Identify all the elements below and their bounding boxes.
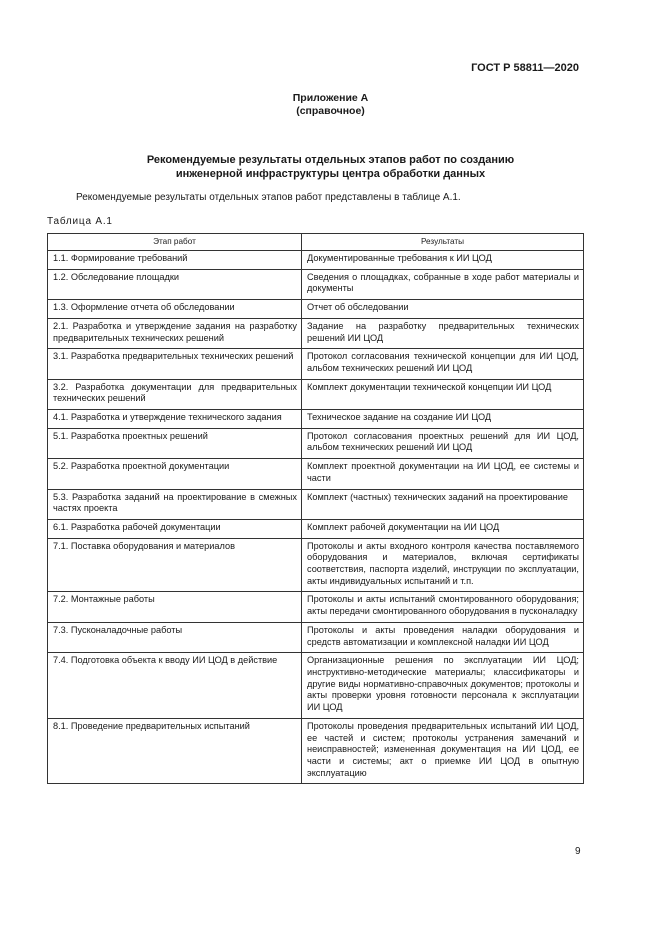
results-table xyxy=(47,233,584,784)
column-header-results: Результаты xyxy=(302,234,584,251)
stage-cell: 7.3. Пусконаладочные работы xyxy=(48,622,302,652)
stage-cell: 7.2. Монтажные работы xyxy=(48,592,302,622)
result-cell: Отчет об обследовании xyxy=(302,300,584,319)
stage-cell: 1.3. Оформление отчета об обследовании xyxy=(48,300,302,319)
result-cell: Протоколы и акты испытаний смонтированного оборудования; акты передачи смонтированного оборудования в пусконаладку xyxy=(302,592,584,622)
appendix-heading xyxy=(0,92,661,118)
stage-cell: 5.2. Разработка проектной документации xyxy=(48,459,302,489)
stage-cell: 4.1. Разработка и утверждение технического задания xyxy=(48,410,302,429)
section-title xyxy=(0,153,661,181)
table-row xyxy=(48,459,584,489)
table-row xyxy=(48,318,584,348)
stage-cell: 3.1. Разработка предварительных технических решений xyxy=(48,349,302,379)
stage-cell: 8.1. Проведение предварительных испытаний xyxy=(48,718,302,784)
appendix-subtitle: (справочное) xyxy=(296,105,365,117)
table-row xyxy=(48,269,584,299)
result-cell: Протокол согласования проектных решений для ИИ ЦОД, альбом технических решений ИИ ЦОД xyxy=(302,428,584,458)
table-row xyxy=(48,622,584,652)
section-title-line-2: инженерной инфраструктуры центра обработки данных xyxy=(175,168,486,180)
table-row xyxy=(48,251,584,270)
result-cell: Комплект рабочей документации на ИИ ЦОД xyxy=(302,519,584,538)
stage-cell: 3.2. Разработка документации для предварительных технических решений xyxy=(48,379,302,409)
table-row xyxy=(48,538,584,592)
table-row xyxy=(48,300,584,319)
stage-cell: 5.3. Разработка заданий на проектирование в смежных частях проекта xyxy=(48,489,302,519)
stage-cell: 6.1. Разработка рабочей документации xyxy=(48,519,302,538)
table-row xyxy=(48,519,584,538)
standard-designation: ГОСТ Р 58811—2020 xyxy=(471,62,579,74)
result-cell: Организационные решения по эксплуатации ИИ ЦОД; инструктивно-методические материалы; классификаторы и другие виды нормативно-справочных документов; протоколы и акты проверки уровня готовности персонала к эксплуатации ИИ ЦОД xyxy=(302,653,584,719)
table-caption: Таблица А.1 xyxy=(47,216,113,227)
stage-cell: 5.1. Разработка проектных решений xyxy=(48,428,302,458)
section-title-line-1: Рекомендуемые результаты отдельных этапов работ по созданию xyxy=(146,154,515,166)
table-row xyxy=(48,489,584,519)
result-cell: Протоколы и акты входного контроля качества поставляемого оборудования и материалов, включая сертификаты соответствия, паспорта изделий, инструкции по эксплуатации, акты индивидуальных испытаний и т.п. xyxy=(302,538,584,592)
appendix-title: Приложение А xyxy=(292,92,369,104)
stage-cell: 1.2. Обследование площадки xyxy=(48,269,302,299)
table-row xyxy=(48,653,584,719)
result-cell: Протоколы проведения предварительных испытаний ИИ ЦОД, ее частей и систем; протоколы устранения замечаний и неисправностей; измененная документация на ИИ ЦОД, ее части и системы; акт о приемке ИИ ЦОД в опытную эксплуатацию xyxy=(302,718,584,784)
table-row xyxy=(48,428,584,458)
intro-paragraph: Рекомендуемые результаты отдельных этапов работ представлены в таблице А.1. xyxy=(76,192,461,203)
table-row xyxy=(48,410,584,429)
table-row xyxy=(48,718,584,784)
result-cell: Сведения о площадках, собранные в ходе работ материалы и документы xyxy=(302,269,584,299)
stage-cell: 2.1. Разработка и утверждение задания на разработку предварительных технических решений xyxy=(48,318,302,348)
column-header-stage: Этап работ xyxy=(48,234,302,251)
table-row xyxy=(48,379,584,409)
table-header-row xyxy=(48,234,584,251)
result-cell: Комплект проектной документации на ИИ ЦОД, ее системы и части xyxy=(302,459,584,489)
table-row xyxy=(48,592,584,622)
table-row xyxy=(48,349,584,379)
page-number: 9 xyxy=(575,846,581,857)
stage-cell: 1.1. Формирование требований xyxy=(48,251,302,270)
stage-cell: 7.4. Подготовка объекта к вводу ИИ ЦОД в действие xyxy=(48,653,302,719)
result-cell: Протоколы и акты проведения наладки оборудования и средств автоматизации и комплексной наладки ИИ ЦОД xyxy=(302,622,584,652)
result-cell: Комплект документации технической концепции ИИ ЦОД xyxy=(302,379,584,409)
stage-cell: 7.1. Поставка оборудования и материалов xyxy=(48,538,302,592)
result-cell: Протокол согласования технической концепции для ИИ ЦОД, альбом технических решений ИИ ЦОД xyxy=(302,349,584,379)
result-cell: Задание на разработку предварительных технических решений ИИ ЦОД xyxy=(302,318,584,348)
result-cell: Комплект (частных) технических заданий на проектирование xyxy=(302,489,584,519)
result-cell: Техническое задание на создание ИИ ЦОД xyxy=(302,410,584,429)
result-cell: Документированные требования к ИИ ЦОД xyxy=(302,251,584,270)
